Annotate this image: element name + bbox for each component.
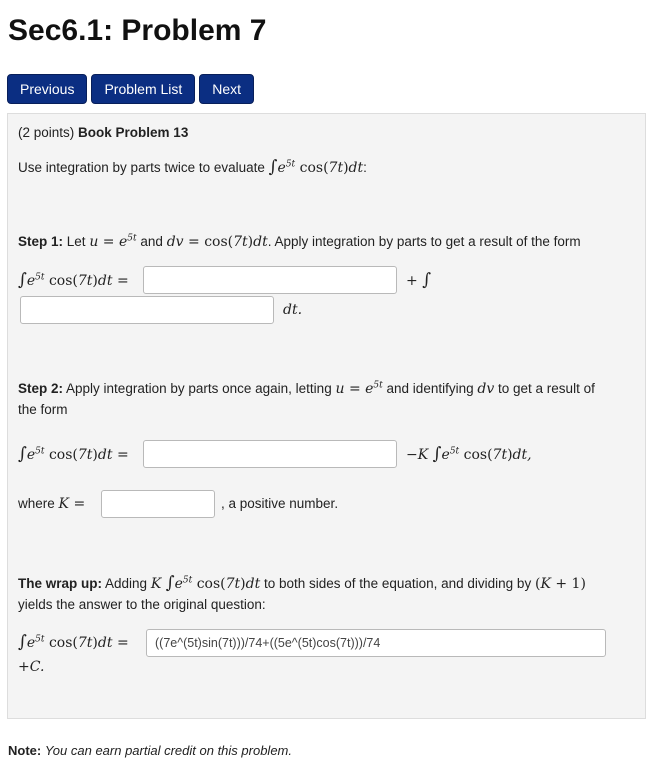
next-button[interactable]: Next — [199, 74, 254, 104]
step1-text-a: Let — [66, 234, 86, 249]
step1-uv-input[interactable] — [143, 266, 397, 294]
navigation-bar — [7, 74, 254, 104]
wrapup-line — [18, 574, 586, 593]
step2-text-c: to get a result of — [498, 381, 595, 396]
step2-text-b: and identifying — [386, 381, 474, 396]
book-problem-label: Book Problem 13 — [78, 125, 189, 140]
wrapup-text-b: to both sides of the equation, and dividing by — [264, 576, 532, 591]
step2-line — [18, 380, 595, 398]
dv-definition: dv = cos(7t)dt — [166, 234, 268, 250]
step1-plus-integral: + ∫ — [406, 270, 432, 290]
problem-header — [18, 124, 188, 142]
intro-text: Use integration by parts twice to evaluate — [18, 160, 265, 175]
step1-text-c: . Apply integration by parts to get a result of the form — [267, 234, 581, 249]
problem-list-button[interactable]: Problem List — [91, 74, 195, 104]
step2-rhs: −K $\int e^{5t}$ cos(7t)dt, — [406, 444, 532, 464]
intro-line: Use integration by parts twice to evaluate $\int e^{5t}$ cos(7t)dt: — [18, 157, 367, 177]
positive-number-text: , a positive number. — [221, 496, 339, 511]
note-label: Note: — [8, 743, 42, 758]
previous-button[interactable]: Previous — [7, 74, 87, 104]
u-definition-2: $u = e^{5t}$ — [335, 380, 383, 397]
where-text: where — [18, 496, 55, 511]
where-k-label: where K = — [18, 496, 86, 512]
step2-line-2: the form — [18, 402, 68, 417]
step2-label: Step 2: — [18, 381, 64, 396]
step1-vdu-input[interactable] — [20, 296, 274, 324]
step1-dt-text: dt. — [283, 302, 303, 318]
final-answer-input[interactable] — [146, 629, 606, 657]
step1-label: Step 1: — [18, 234, 64, 249]
dv-symbol: dv — [477, 381, 495, 397]
step1-lhs: $\int e^{5t}$ cos(7t)dt = — [18, 270, 129, 290]
problem-panel — [7, 113, 646, 719]
step2-text-a: Apply integration by parts once again, letting — [66, 381, 332, 396]
wrapup-text-a: Adding — [105, 576, 148, 591]
step1-line — [18, 233, 581, 251]
plus-c-text: +C. — [18, 659, 45, 675]
wrapup-label: The wrap up: — [18, 576, 102, 591]
u-definition: $u = e^{5t}$ — [89, 233, 137, 250]
k-plus-one: (K + 1) — [534, 576, 586, 592]
note-line — [8, 743, 292, 758]
k-input[interactable] — [101, 490, 215, 518]
points-text: (2 points) — [18, 125, 75, 140]
integral-expression: $\int e^{5t}$ cos(7t)dt — [268, 157, 364, 177]
wrapup-line-2: yields the answer to the original question: — [18, 597, 266, 612]
answer-lhs: $\int e^{5t}$ cos(7t)dt = — [18, 632, 129, 652]
page-title: Sec6.1: Problem 7 — [8, 14, 267, 47]
step2-lhs: $\int e^{5t}$ cos(7t)dt = — [18, 444, 129, 464]
note-text: You can earn partial credit on this problem. — [44, 743, 292, 758]
k-integral-expression: K $\int e^{5t}$ cos(7t)dt — [150, 573, 261, 593]
step2-uv-input[interactable] — [143, 440, 397, 468]
step1-text-b: and — [140, 234, 163, 249]
